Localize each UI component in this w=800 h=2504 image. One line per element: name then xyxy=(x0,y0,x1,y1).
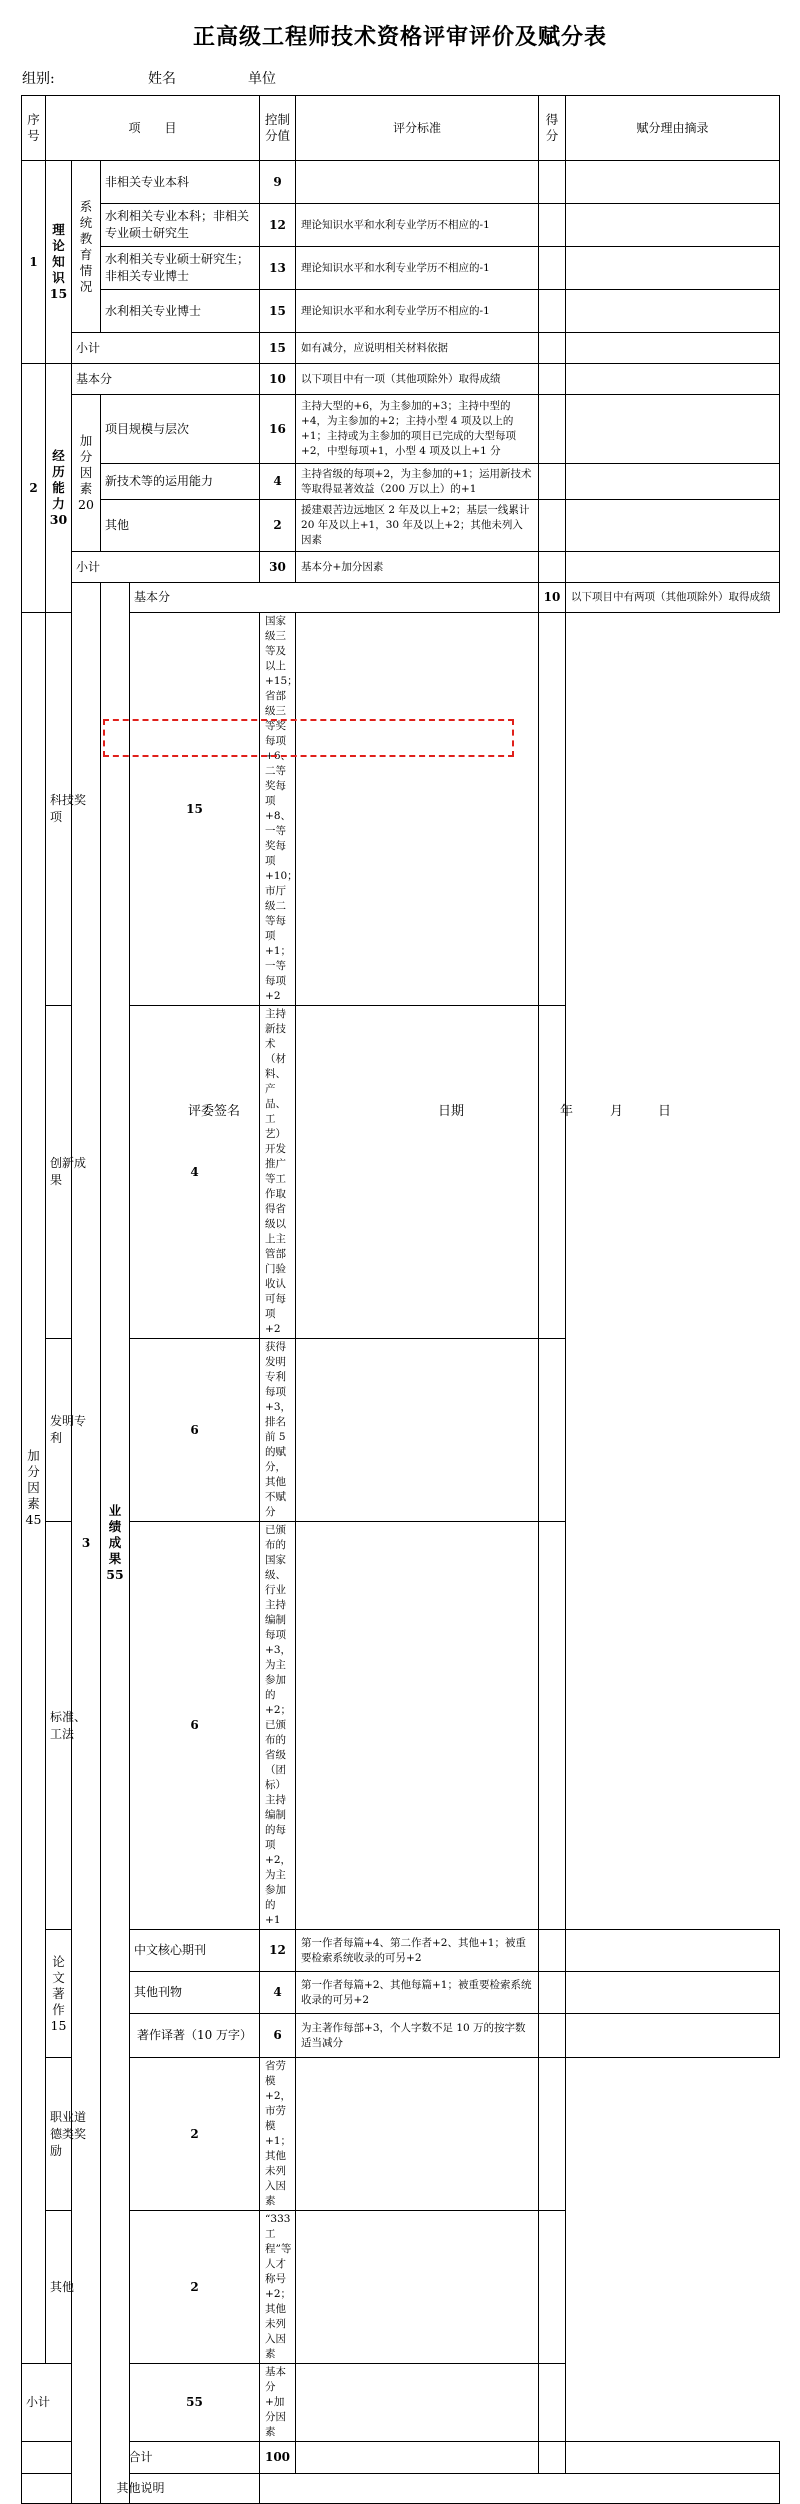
s3-crit-5: “333 工程”等人才称号+2；其他未列入因素 xyxy=(260,2211,296,2364)
reason-cell[interactable] xyxy=(539,2211,566,2364)
s2-item-1: 新技术等的运用能力 xyxy=(101,464,260,500)
table-row xyxy=(22,464,780,500)
table-row xyxy=(22,333,780,364)
s3-crit-3: 已颁布的国家级、行业主持编制每项+3，为主参加的+2；已颁布的省级（团标）主持编制的每项+2，为主参加的+1 xyxy=(260,1522,296,1930)
s2-sub: 加分因素20 xyxy=(72,395,101,552)
s3-paper-item-2: 著作译著（10 万字） xyxy=(130,2014,260,2058)
table-row xyxy=(22,364,780,395)
s3-crit-2: 获得发明专利每项+3，排名前 5 的赋分，其他不赋分 xyxy=(260,1339,296,1522)
reason-cell[interactable] xyxy=(566,247,780,290)
header-reason: 赋分理由摘录 xyxy=(566,96,780,161)
reason-cell[interactable] xyxy=(566,1972,780,2014)
header-seq: 序号 xyxy=(22,96,46,161)
s1-item-2: 水利相关专业硕士研究生；非相关专业博士 xyxy=(101,247,260,290)
reason-cell[interactable] xyxy=(566,2442,780,2474)
score-cell[interactable] xyxy=(539,161,566,204)
s2-base: 基本分 xyxy=(72,364,260,395)
s3-base: 基本分 xyxy=(130,583,539,613)
reason-cell[interactable] xyxy=(566,552,780,583)
reason-cell[interactable] xyxy=(539,613,566,1006)
notes-label: 其他说明 xyxy=(22,2474,260,2504)
reason-cell[interactable] xyxy=(566,364,780,395)
table-row xyxy=(22,2211,780,2364)
s1-crit-2: 理论知识水平和水利专业学历不相应的-1 xyxy=(296,247,539,290)
score-cell[interactable] xyxy=(539,364,566,395)
score-cell[interactable] xyxy=(296,613,539,1006)
table-row xyxy=(22,161,780,204)
score-cell[interactable] xyxy=(539,464,566,500)
table-row xyxy=(22,1930,780,1972)
s1-crit-3: 理论知识水平和水利专业学历不相应的-1 xyxy=(296,290,539,333)
s1-subtotal-crit: 如有减分，应说明相关材料依据 xyxy=(296,333,539,364)
s1-val-1: 12 xyxy=(260,204,296,247)
total-row xyxy=(22,2442,780,2474)
s3-val-0: 15 xyxy=(130,613,260,1006)
score-cell[interactable] xyxy=(539,500,566,552)
s3-paper-val-1: 4 xyxy=(260,1972,296,2014)
table-row xyxy=(22,1522,780,1930)
s1-val-0: 9 xyxy=(260,161,296,204)
score-cell[interactable] xyxy=(296,2058,539,2211)
reason-cell[interactable] xyxy=(566,395,780,464)
table-row xyxy=(22,247,780,290)
s1-subtotal-val: 15 xyxy=(260,333,296,364)
s3-paper-crit-2: 为主著作每部+3，个人字数不足 10 万的按字数适当减分 xyxy=(296,2014,539,2058)
s1-item-0: 非相关专业本科 xyxy=(101,161,260,204)
reason-cell[interactable] xyxy=(566,333,780,364)
table-row xyxy=(22,552,780,583)
s3-base-val: 10 xyxy=(539,583,566,613)
month-label: 月 xyxy=(610,1104,624,1119)
score-cell[interactable] xyxy=(539,2442,566,2474)
table-row xyxy=(22,290,780,333)
reason-cell[interactable] xyxy=(539,1006,566,1339)
score-cell[interactable] xyxy=(296,2364,539,2442)
s3-item-5: 其他 xyxy=(46,2211,101,2364)
group-label: 组别: xyxy=(22,71,55,87)
reason-cell[interactable] xyxy=(539,2058,566,2211)
score-cell[interactable] xyxy=(296,1339,539,1522)
s3-no: 3 xyxy=(72,583,101,2504)
s2-no: 2 xyxy=(22,364,46,613)
s3-item-1: 创新成果 xyxy=(46,1006,101,1339)
reason-cell[interactable] xyxy=(566,161,780,204)
s3-paper-val-0: 12 xyxy=(260,1930,296,1972)
reason-cell[interactable] xyxy=(566,290,780,333)
score-cell[interactable] xyxy=(539,333,566,364)
s3-item-0: 科技奖项 xyxy=(46,613,101,1006)
s2-subtotal: 小计 xyxy=(72,552,260,583)
reason-cell[interactable] xyxy=(539,2364,566,2442)
s3-val-1: 4 xyxy=(130,1006,260,1339)
score-cell[interactable] xyxy=(539,1972,566,2014)
s2-val-2: 2 xyxy=(260,500,296,552)
table-row xyxy=(22,2014,780,2058)
s1-no: 1 xyxy=(22,161,46,364)
s1-crit-0 xyxy=(296,161,539,204)
s3-paper-crit-0: 第一作者每篇+4、第二作者+2、其他+1；被重要检索系统收录的可另+2 xyxy=(296,1930,539,1972)
s3-papers-label: 论文著作15 xyxy=(46,1930,72,2058)
s3-val-4: 2 xyxy=(130,2058,260,2211)
s3-crit-1: 主持新技术（材料、产品、工艺）开发推广等工作取得省级以上主管部门验收认可每项+2 xyxy=(260,1006,296,1339)
s3-label: 业绩成果55 xyxy=(101,583,130,2504)
s2-item-0: 项目规模与层次 xyxy=(101,395,260,464)
s2-crit-2: 援建艰苦边远地区 2 年及以上+2；基层一线累计 20 年及以上+1，30 年及以上+2；其他未列入因素 xyxy=(296,500,539,552)
s3-item-4: 职业道德类奖励 xyxy=(46,2058,101,2211)
s3-subtotal-crit: 基本分+加分因素 xyxy=(260,2364,296,2442)
header-ctrl: 控制分值 xyxy=(260,96,296,161)
s2-item-2: 其他 xyxy=(101,500,260,552)
reason-cell[interactable] xyxy=(566,2014,780,2058)
reason-cell[interactable] xyxy=(566,500,780,552)
s3-subtotal-val: 55 xyxy=(130,2364,260,2442)
s3-paper-val-2: 6 xyxy=(260,2014,296,2058)
s1-label: 理论知识15 xyxy=(46,161,72,364)
score-cell[interactable] xyxy=(296,1522,539,1930)
total-val: 100 xyxy=(260,2442,296,2474)
scoring-table xyxy=(21,95,780,2504)
table-row xyxy=(22,395,780,464)
score-cell[interactable] xyxy=(539,552,566,583)
header-criteria: 评分标准 xyxy=(296,96,539,161)
score-cell[interactable] xyxy=(539,204,566,247)
score-cell[interactable] xyxy=(296,1006,539,1339)
table-row xyxy=(22,583,780,613)
unit-label: 单位 xyxy=(248,71,276,87)
s1-sub: 系统教育情况 xyxy=(72,161,101,333)
notes-cell[interactable] xyxy=(260,2474,780,2504)
total-label: 合计 xyxy=(22,2442,260,2474)
table-row xyxy=(22,1006,780,1339)
reason-cell[interactable] xyxy=(539,1522,566,1930)
score-cell[interactable] xyxy=(539,2014,566,2058)
s2-base-val: 10 xyxy=(260,364,296,395)
s3-val-3: 6 xyxy=(130,1522,260,1930)
s3-crit-0: 国家级三等及以上+15；省部级三等奖每项+6、二等奖每项+8、一等奖每项+10；市厅级二等每项+1；一等每项+2 xyxy=(260,613,296,1006)
table-row xyxy=(22,1972,780,2014)
s3-base-crit: 以下项目中有两项（其他项除外）取得成绩 xyxy=(566,583,780,613)
s1-val-2: 13 xyxy=(260,247,296,290)
reason-cell[interactable] xyxy=(566,1930,780,1972)
header-row xyxy=(22,96,780,161)
s2-subtotal-crit: 基本分+加分因素 xyxy=(296,552,539,583)
s3-paper-crit-1: 第一作者每篇+2、其他每篇+1；被重要检索系统收录的可另+2 xyxy=(296,1972,539,2014)
s2-label: 经历能力30 xyxy=(46,364,72,613)
s1-subtotal: 小计 xyxy=(72,333,260,364)
notes-row xyxy=(22,2474,780,2504)
header-score: 得分 xyxy=(539,96,566,161)
s2-subtotal-val: 30 xyxy=(260,552,296,583)
date-label: 日期 xyxy=(438,1104,465,1119)
s1-crit-1: 理论知识水平和水利专业学历不相应的-1 xyxy=(296,204,539,247)
s3-crit-4: 省劳模+2，市劳模+1；其他未列入因素 xyxy=(260,2058,296,2211)
header-item: 项 目 xyxy=(46,96,260,161)
reason-cell[interactable] xyxy=(539,1339,566,1522)
year-label: 年 xyxy=(560,1104,574,1119)
s2-crit-1: 主持省级的每项+2，为主参加的+1；运用新技术等取得显著效益（200 万以上）的+1 xyxy=(296,464,539,500)
s1-item-1: 水利相关专业本科；非相关专业硕士研究生 xyxy=(101,204,260,247)
table-row xyxy=(22,613,780,1006)
table-row xyxy=(22,2364,780,2442)
s2-crit-0: 主持大型的+6，为主参加的+3；主持中型的+4，为主参加的+2；主持小型 4 项及以上的+1；主持或为主参加的项目已完成的大型每项+2，中型每项+1，小型 4 项及以上+1 分 xyxy=(296,395,539,464)
reason-cell[interactable] xyxy=(566,204,780,247)
score-cell[interactable] xyxy=(539,1930,566,1972)
s3-val-2: 6 xyxy=(130,1339,260,1522)
s1-item-3: 水利相关专业博士 xyxy=(101,290,260,333)
table-row xyxy=(22,204,780,247)
table-row xyxy=(22,500,780,552)
table-row xyxy=(22,1339,780,1522)
s2-val-1: 4 xyxy=(260,464,296,500)
s3-paper-item-0: 中文核心期刊 xyxy=(130,1930,260,1972)
score-cell[interactable] xyxy=(296,2211,539,2364)
signature-label: 评委签名 xyxy=(188,1104,241,1119)
s3-subtotal: 小计 xyxy=(22,2364,101,2442)
table-row xyxy=(22,2058,780,2211)
name-label: 姓名 xyxy=(148,71,176,87)
score-cell[interactable] xyxy=(539,395,566,464)
s3-sub: 加分因素45 xyxy=(22,613,46,2364)
total-criteria-cell xyxy=(296,2442,539,2474)
reason-cell[interactable] xyxy=(566,464,780,500)
s3-val-5: 2 xyxy=(130,2211,260,2364)
form-title: 正高级工程师技术资格评审评价及赋分表 xyxy=(192,24,607,50)
s1-val-3: 15 xyxy=(260,290,296,333)
s2-val-0: 16 xyxy=(260,395,296,464)
s3-paper-item-1: 其他刊物 xyxy=(130,1972,260,2014)
s3-item-2: 发明专利 xyxy=(46,1339,101,1522)
s2-base-crit: 以下项目中有一项（其他项除外）取得成绩 xyxy=(296,364,539,395)
s3-item-3: 标准、工法 xyxy=(46,1522,101,1930)
day-label: 日 xyxy=(658,1104,672,1119)
score-cell[interactable] xyxy=(539,290,566,333)
score-cell[interactable] xyxy=(539,247,566,290)
